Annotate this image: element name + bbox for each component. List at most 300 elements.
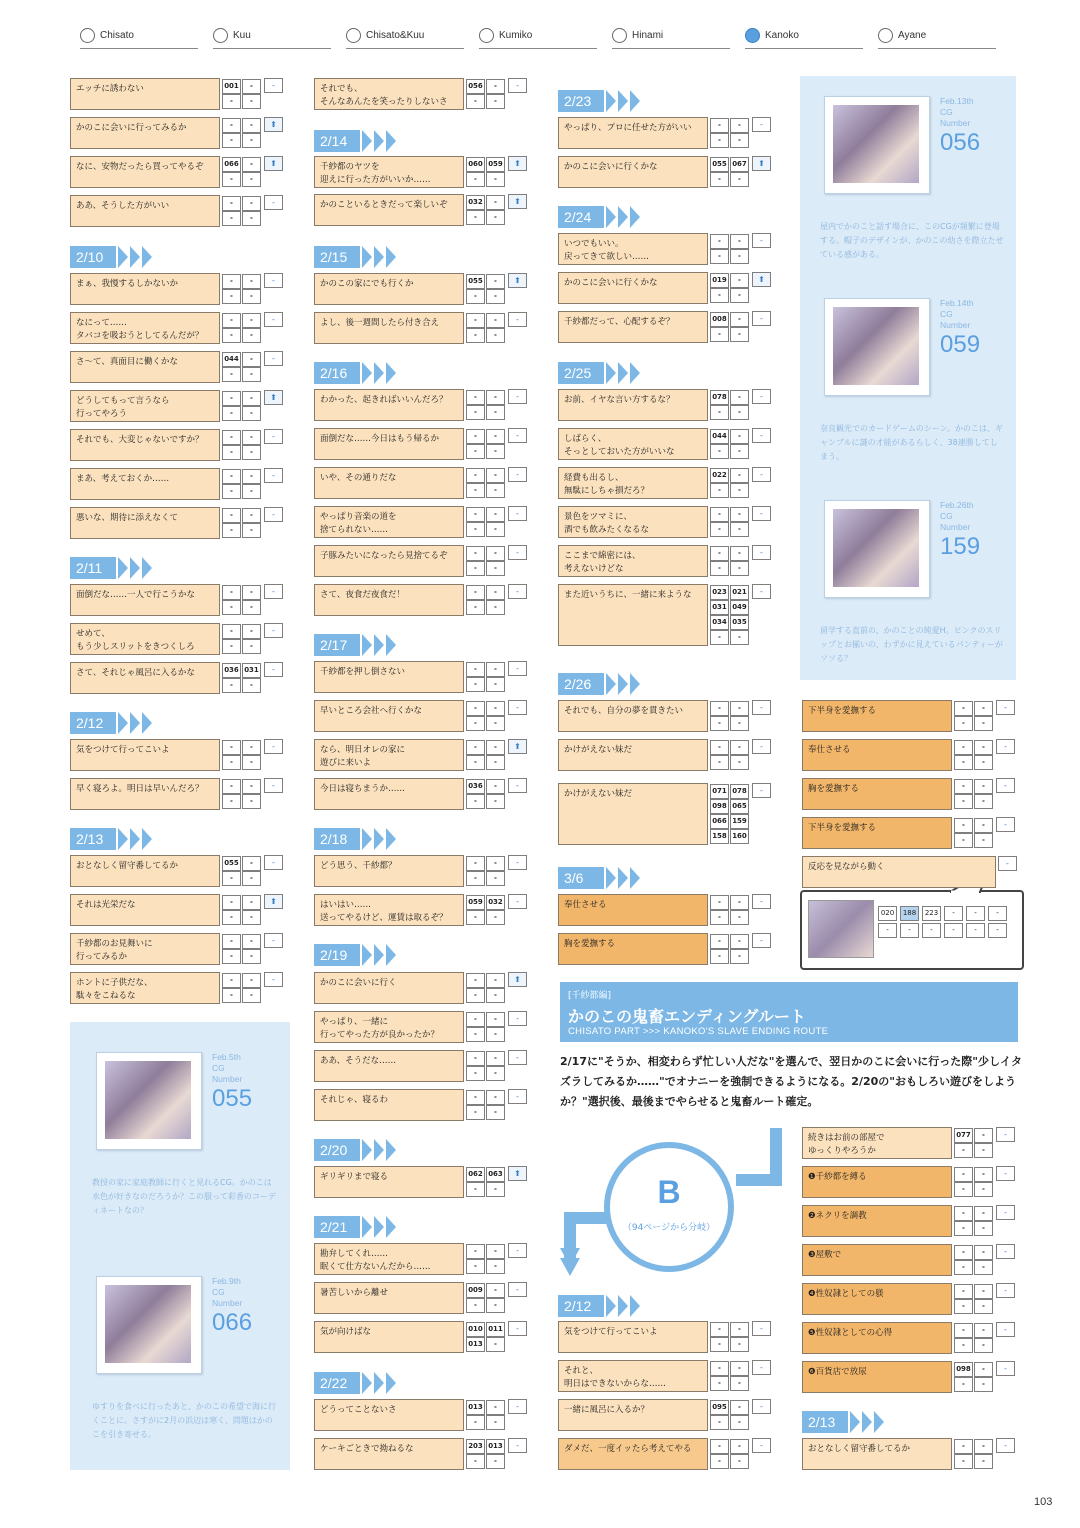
cg-number-grid xyxy=(954,1283,994,1315)
tab-label: Hinami xyxy=(632,30,664,41)
choice-text: 面倒だな……今日はもう帰るか xyxy=(320,434,440,444)
choice-box[interactable] xyxy=(70,623,220,655)
extra-cell: - xyxy=(752,545,771,560)
choice-box[interactable] xyxy=(70,78,220,110)
choice-box[interactable] xyxy=(314,194,464,226)
cg-number-cell: - xyxy=(242,118,261,133)
cg-number-cell: - xyxy=(242,856,261,871)
cg-number-cell: - xyxy=(486,444,505,459)
cg-number-cell: - xyxy=(486,1259,505,1274)
cg-number-cell: - xyxy=(486,195,505,210)
cg-number-cell: - xyxy=(486,988,505,1003)
tab-kuu[interactable] xyxy=(213,26,331,49)
cg-date: Feb.13th xyxy=(940,96,974,106)
cg-number-cell: - xyxy=(954,1338,973,1353)
choice-box[interactable] xyxy=(314,739,464,771)
chevron-right-icon xyxy=(386,130,396,152)
cg-number-cell: - xyxy=(730,312,749,327)
choice-box[interactable] xyxy=(558,272,708,304)
choice-box[interactable] xyxy=(558,545,708,577)
flag-icon: ⬆ xyxy=(508,1166,527,1181)
choice-box[interactable] xyxy=(314,855,464,887)
choice-box[interactable] xyxy=(558,739,708,771)
chevron-right-icon xyxy=(362,944,372,966)
choice-box[interactable] xyxy=(314,700,464,732)
radio-icon xyxy=(745,28,760,43)
tab-hinami[interactable] xyxy=(612,26,730,49)
cg-number-grid xyxy=(466,1438,506,1470)
extra-cell: - xyxy=(264,351,283,366)
cg-number-cell: - xyxy=(730,949,749,964)
cg-number-cell: - xyxy=(730,546,749,561)
cg-number-cell: 203 xyxy=(466,1439,485,1454)
cg-number-label: CG Number xyxy=(940,511,971,532)
cg-number-cell: - xyxy=(466,973,485,988)
chevron-right-icon xyxy=(362,634,372,656)
choice-box[interactable] xyxy=(558,1399,708,1431)
cg-number-cell: 032 xyxy=(466,195,485,210)
choice-text: それは光栄だな xyxy=(76,900,136,910)
cg-number-cell: - xyxy=(222,794,241,809)
cg-number-cell: - xyxy=(486,546,505,561)
cg-number-cell: - xyxy=(730,429,749,444)
date-text: 3/6 xyxy=(558,867,604,889)
cg-number-cell: - xyxy=(710,630,729,645)
cg-number-cell: - xyxy=(974,716,993,731)
cg-number-cell: - xyxy=(954,1143,973,1158)
cg-number-cell: 223 xyxy=(922,906,941,921)
cg-number-cell: - xyxy=(242,469,261,484)
choice-box[interactable] xyxy=(558,783,708,845)
cg-number-cell: 013 xyxy=(466,1400,485,1415)
cg-number-cell: - xyxy=(730,701,749,716)
cg-number-grid xyxy=(710,428,750,460)
cg-number-grid xyxy=(222,273,262,305)
choice-box[interactable] xyxy=(558,233,708,265)
date-text: 2/15 xyxy=(314,246,360,268)
choice-box[interactable] xyxy=(558,894,708,926)
cg-number-cell: - xyxy=(242,678,261,693)
cg-number-cell: 078 xyxy=(710,390,729,405)
cg-number-cell: - xyxy=(466,546,485,561)
cg-number-cell: - xyxy=(730,1400,749,1415)
cg-number-cell: - xyxy=(222,740,241,755)
choice-box[interactable] xyxy=(314,778,464,810)
choice-box[interactable] xyxy=(558,428,708,460)
cg-number-cell: - xyxy=(222,624,241,639)
cg-number-grid xyxy=(222,195,262,227)
choice-box[interactable] xyxy=(314,428,464,460)
cg-number-cell: - xyxy=(466,677,485,692)
cg-number-cell: - xyxy=(222,445,241,460)
chevron-right-icon xyxy=(618,90,628,112)
extra-cell: - xyxy=(752,389,771,404)
choice-box[interactable] xyxy=(558,117,708,149)
choice-box[interactable] xyxy=(70,507,220,539)
cg-number-cell: - xyxy=(242,133,261,148)
flag-icon: ⬆ xyxy=(264,117,283,132)
choice-box[interactable] xyxy=(558,933,708,965)
cg-number-cell: - xyxy=(466,94,485,109)
choice-box[interactable] xyxy=(558,1360,708,1392)
choice-text: また近いうちに、一緒に来ような xyxy=(564,590,692,600)
choice-box[interactable] xyxy=(70,351,220,383)
chevron-right-icon xyxy=(606,1295,616,1317)
extra-cell: - xyxy=(996,1166,1015,1181)
choice-box[interactable] xyxy=(314,972,464,1004)
route-description: 2/17に"そうか、相変わらず忙しい人だな"を選んで、翌日かのこに会いに行った際"少しイタズラしてみるか……"でオナニーを強制できるようになる。2/20の"おもしろい遊びをしようか？"選択後、最後までやらせると鬼畜ルート確定。 xyxy=(560,1055,1022,1108)
cg-number-cell: - xyxy=(974,1128,993,1143)
choice-box[interactable] xyxy=(802,817,952,849)
cg-number-cell: - xyxy=(222,779,241,794)
choice-box[interactable] xyxy=(314,506,464,538)
choice-text: まぁ、我慢するしかないか xyxy=(76,279,179,289)
choice-text: ここまで綿密には、 考えないけどな xyxy=(564,551,641,574)
choice-box[interactable] xyxy=(70,933,220,965)
choice-text: 奉仕させる xyxy=(564,900,607,910)
cg-thumbnail xyxy=(96,1276,202,1374)
cg-number-cell: - xyxy=(486,1298,505,1313)
cg-date: Feb.9th xyxy=(212,1276,241,1286)
choice-box[interactable] xyxy=(802,1322,952,1354)
choice-box[interactable] xyxy=(802,739,952,771)
cg-number-grid xyxy=(222,507,262,539)
cg-number-grid xyxy=(466,1050,506,1082)
cg-description: 屋内でかのこと話す場合に、このCGが頻繁に登場する。帽子のデザインが、かのこの幼さを際立たせている感がある。 xyxy=(820,222,1004,259)
extra-cell: - xyxy=(264,507,283,522)
cg-number-cell: - xyxy=(954,818,973,833)
radio-icon xyxy=(479,28,494,43)
choice-text: 景色をツマミに、 酒でも飲みたくなるな xyxy=(564,512,650,535)
cg-number-grid xyxy=(466,1282,506,1314)
choice-text: 今日は寝ちまうか…… xyxy=(320,784,406,794)
cg-number-cell: - xyxy=(466,507,485,522)
tab-ayane[interactable] xyxy=(878,26,996,49)
choice-text: しばらく、 そっとしておいた方がいいな xyxy=(564,434,675,457)
cg-number-cell: - xyxy=(974,1454,993,1469)
cg-number-cell: - xyxy=(466,313,485,328)
extra-cell: - xyxy=(508,1282,527,1297)
choice-box[interactable] xyxy=(314,1089,464,1121)
cg-number-cell: - xyxy=(222,910,241,925)
choice-box[interactable] xyxy=(558,584,708,646)
choice-box[interactable] xyxy=(314,156,464,188)
cg-number-cell: - xyxy=(242,949,261,964)
cg-number-cell: - xyxy=(486,172,505,187)
choice-box[interactable] xyxy=(70,390,220,422)
cg-thumbnail xyxy=(824,96,930,194)
choice-box[interactable] xyxy=(70,429,220,461)
choice-box[interactable] xyxy=(558,700,708,732)
cg-number-cell: 077 xyxy=(954,1128,973,1143)
choice-box[interactable] xyxy=(70,156,220,188)
choice-box[interactable] xyxy=(802,856,996,888)
cg-number-cell: - xyxy=(486,561,505,576)
choice-text: いつでもいい。 戻ってきて欲しい…… xyxy=(564,239,650,262)
cg-number-cell: - xyxy=(466,1012,485,1027)
cg-number-cell: 008 xyxy=(710,312,729,327)
cg-number-cell: - xyxy=(954,740,973,755)
choice-box[interactable] xyxy=(70,468,220,500)
choice-box[interactable] xyxy=(314,894,464,926)
cg-number-cell: - xyxy=(486,1283,505,1298)
cg-number-cell: - xyxy=(974,1323,993,1338)
choice-text: なにって…… タバコを吸おうとしてるんだが？ xyxy=(76,318,204,341)
cg-number-grid xyxy=(710,1399,750,1431)
extra-cell: - xyxy=(752,894,771,909)
cg-number-grid xyxy=(466,972,506,1004)
cg-number-cell: - xyxy=(486,94,505,109)
choice-box[interactable] xyxy=(314,1399,464,1431)
cg-number-cell: 066 xyxy=(710,814,729,829)
tab-chisato[interactable] xyxy=(80,26,198,49)
cg-number-cell: - xyxy=(730,1322,749,1337)
chevron-right-icon xyxy=(118,557,128,579)
cg-number-cell: - xyxy=(710,1337,729,1352)
cg-number-cell: 066 xyxy=(222,157,241,172)
chevron-right-icon xyxy=(142,246,152,268)
cg-number-grid xyxy=(222,623,262,655)
choice-box[interactable] xyxy=(314,661,464,693)
radio-icon xyxy=(878,28,893,43)
flag-icon: ⬆ xyxy=(264,156,283,171)
cg-number-cell: - xyxy=(730,288,749,303)
cg-number-cell: - xyxy=(466,740,485,755)
cg-number-cell: - xyxy=(242,755,261,770)
extra-cell: - xyxy=(752,783,771,798)
cg-number-cell: - xyxy=(486,1400,505,1415)
cg-image xyxy=(833,307,919,385)
cg-number-grid xyxy=(710,156,750,188)
chevron-right-icon xyxy=(386,1139,396,1161)
choice-box[interactable] xyxy=(802,700,952,732)
cg-number-cell: - xyxy=(486,429,505,444)
cg-image xyxy=(833,509,919,587)
choice-box[interactable] xyxy=(802,778,952,810)
cg-number-label: CG Number xyxy=(212,1287,243,1308)
extra-cell: - xyxy=(996,1361,1015,1376)
cg-number-grid xyxy=(466,855,506,887)
choice-box[interactable] xyxy=(314,584,464,616)
cg-number-cell: - xyxy=(730,405,749,420)
choice-box[interactable] xyxy=(70,739,220,771)
cg-number-cell: - xyxy=(954,1260,973,1275)
chevron-right-icon xyxy=(386,1372,396,1394)
choice-box[interactable] xyxy=(314,78,464,110)
choice-box[interactable] xyxy=(314,273,464,305)
choice-box[interactable] xyxy=(802,1283,952,1315)
extra-cell: - xyxy=(752,117,771,132)
cg-number-cell: - xyxy=(730,1376,749,1391)
chevron-right-icon xyxy=(630,867,640,889)
choice-box[interactable] xyxy=(314,1243,464,1275)
choice-box[interactable] xyxy=(558,1438,708,1470)
cg-number-cell: - xyxy=(730,910,749,925)
choice-box[interactable] xyxy=(802,1361,952,1393)
choice-box[interactable] xyxy=(558,467,708,499)
choice-box[interactable] xyxy=(558,156,708,188)
extra-cell: - xyxy=(996,778,1015,793)
choice-box[interactable] xyxy=(70,584,220,616)
chevron-right-icon xyxy=(362,1372,372,1394)
choice-box[interactable] xyxy=(314,1321,464,1353)
choice-box[interactable] xyxy=(558,506,708,538)
choice-box[interactable] xyxy=(558,1321,708,1353)
cg-number-grid xyxy=(222,156,262,188)
cg-number-cell: - xyxy=(954,1245,973,1260)
cg-number-cell: - xyxy=(222,196,241,211)
cg-number-cell: - xyxy=(222,895,241,910)
cg-number-cell: - xyxy=(486,1066,505,1081)
cg-number-grid xyxy=(710,545,750,577)
choice-box[interactable] xyxy=(70,273,220,305)
cg-number-grid xyxy=(222,933,262,965)
choice-box[interactable] xyxy=(70,195,220,227)
choice-text: 一緒に風呂に入るか？ xyxy=(564,1405,650,1415)
cg-number-cell: 055 xyxy=(710,157,729,172)
extra-cell: - xyxy=(752,700,771,715)
cg-number-cell: - xyxy=(222,871,241,886)
cg-image xyxy=(105,1285,191,1363)
choice-box[interactable] xyxy=(314,467,464,499)
choice-text: それと、 明日はできないからな…… xyxy=(564,1366,667,1389)
cg-number-cell: - xyxy=(242,934,261,949)
cg-number-cell: 021 xyxy=(730,585,749,600)
choice-box[interactable] xyxy=(314,1282,464,1314)
cg-number-cell: - xyxy=(710,934,729,949)
cg-number-cell: - xyxy=(242,794,261,809)
choice-box[interactable] xyxy=(314,312,464,344)
choice-box[interactable] xyxy=(70,855,220,887)
cg-number-cell: - xyxy=(954,701,973,716)
cg-number-cell: - xyxy=(242,172,261,187)
cg-thumbnail xyxy=(824,500,930,598)
cg-number-grid xyxy=(466,1321,506,1353)
choice-box[interactable] xyxy=(558,389,708,421)
cg-number-cell: - xyxy=(486,716,505,731)
chevron-right-icon xyxy=(606,867,616,889)
tab-kumiko[interactable] xyxy=(479,26,597,49)
extra-cell: - xyxy=(996,1127,1015,1142)
cg-number-cell: - xyxy=(710,118,729,133)
cg-number-cell: - xyxy=(486,701,505,716)
cg-number-grid xyxy=(710,739,750,771)
extra-cell: - xyxy=(264,623,283,638)
choice-box[interactable] xyxy=(70,778,220,810)
cg-number-cell: - xyxy=(466,856,485,871)
date-text: 2/14 xyxy=(314,130,360,152)
tab-chisatokuu[interactable] xyxy=(346,26,464,49)
choice-box[interactable] xyxy=(802,1166,952,1198)
cg-number-cell: - xyxy=(730,468,749,483)
cg-number-cell: - xyxy=(222,508,241,523)
extra-cell: - xyxy=(752,311,771,326)
choice-box[interactable] xyxy=(70,662,220,694)
choice-box[interactable] xyxy=(314,1166,464,1198)
choice-box[interactable] xyxy=(802,1244,952,1276)
choice-box[interactable] xyxy=(802,1127,952,1159)
cg-number-cell: - xyxy=(944,923,963,938)
cg-number-cell: - xyxy=(486,871,505,886)
cg-thumbnail xyxy=(824,298,930,396)
cg-number-cell: - xyxy=(710,1361,729,1376)
route-header xyxy=(560,982,1018,1042)
date-text: 2/12 xyxy=(70,712,116,734)
cg-number-cell: - xyxy=(710,172,729,187)
extra-cell: - xyxy=(508,1089,527,1104)
chevron-right-icon xyxy=(362,246,372,268)
choice-box[interactable] xyxy=(70,894,220,926)
branch-label: B xyxy=(657,1174,681,1210)
cg-number-cell: - xyxy=(486,779,505,794)
choice-box[interactable] xyxy=(314,1011,464,1043)
cg-number-cell: - xyxy=(974,1167,993,1182)
cg-number-cell: - xyxy=(466,1066,485,1081)
cg-number-grid xyxy=(954,778,994,810)
choice-box[interactable] xyxy=(314,1050,464,1082)
choice-text: 悪いな、期待に添えなくて xyxy=(76,513,179,523)
choice-box[interactable] xyxy=(802,1205,952,1237)
choice-box[interactable] xyxy=(314,1438,464,1470)
extra-cell: - xyxy=(508,778,527,793)
cg-number-cell: - xyxy=(222,328,241,343)
extra-cell: - xyxy=(264,933,283,948)
cg-meta xyxy=(940,96,980,157)
choice-box[interactable] xyxy=(558,311,708,343)
cg-number-cell: - xyxy=(710,561,729,576)
choice-box[interactable] xyxy=(70,312,220,344)
cg-number-cell: - xyxy=(466,210,485,225)
cg-number-cell: - xyxy=(466,988,485,1003)
cg-number-cell: 158 xyxy=(710,829,729,844)
choice-text: それでも、 そんなあんたを笑ったりしないさ xyxy=(320,84,448,107)
cg-number-cell: - xyxy=(242,624,261,639)
cg-number-grid xyxy=(954,1361,994,1393)
cg-number-grid xyxy=(954,1322,994,1354)
date-text: 2/18 xyxy=(314,828,360,850)
tab-kanoko[interactable] xyxy=(745,26,863,49)
cg-number-cell: 035 xyxy=(730,615,749,630)
cg-number-cell: 059 xyxy=(466,895,485,910)
cg-number-cell: - xyxy=(730,755,749,770)
character-tabs xyxy=(80,26,1000,50)
choice-box[interactable] xyxy=(802,1438,952,1470)
cg-number-cell: - xyxy=(222,274,241,289)
cg-number-cell: - xyxy=(730,934,749,949)
chevron-right-icon xyxy=(142,828,152,850)
cg-number-grid xyxy=(954,700,994,732)
choice-box[interactable] xyxy=(70,972,220,1004)
choice-box[interactable] xyxy=(314,389,464,421)
cg-number-cell: - xyxy=(486,1415,505,1430)
cg-number-cell: - xyxy=(486,1027,505,1042)
cg-number-cell: 098 xyxy=(954,1362,973,1377)
extra-cell: - xyxy=(264,662,283,677)
choice-text: 反応を見ながら動く xyxy=(808,862,885,872)
cg-number-cell: - xyxy=(486,1454,505,1469)
cg-number-cell: - xyxy=(954,716,973,731)
cg-number-cell: - xyxy=(242,508,261,523)
choice-box[interactable] xyxy=(70,117,220,149)
choice-text: 暑苦しいから離せ xyxy=(320,1288,389,1298)
choice-box[interactable] xyxy=(314,545,464,577)
date-text: 2/13 xyxy=(802,1411,848,1433)
cg-number-cell: - xyxy=(466,716,485,731)
cg-thumbnail xyxy=(96,1052,202,1150)
cg-number-cell: - xyxy=(242,391,261,406)
cg-number-cell: - xyxy=(954,1221,973,1236)
cg-number-grid xyxy=(954,1166,994,1198)
